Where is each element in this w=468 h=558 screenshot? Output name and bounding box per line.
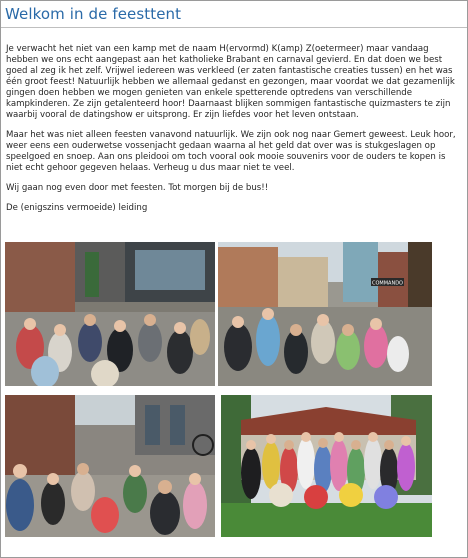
photo-group-town-square[interactable] — [218, 242, 432, 386]
article-body — [6, 44, 458, 223]
title-divider — [1, 27, 467, 28]
page-title: Welkom in de feesttent — [5, 5, 182, 23]
paragraph-gemert: Maar het was niet alleen feesten vanavond natuurlijk. We zijn ook nog naar Gemert geweest. Leuk hoor, weer eens een ouderwetse vossenjacht gedaan waarna al het geld dat over was is stukgeslagen op speelgoed en snoep. Aan ons pleidooi om toch vooral ook mooie souvenirs voor de ouders te kopen is niet echt gehoor gegeven helaas. Verheug u dus maar niet te veel. — [6, 130, 456, 173]
photo-kids-courtyard[interactable] — [5, 395, 215, 537]
photo-costume-group[interactable] — [221, 395, 432, 537]
photo-kids-sitting-street[interactable] — [5, 242, 215, 386]
paragraph-closing: Wij gaan nog even door met feesten. Tot morgen bij de bus!! — [6, 183, 269, 193]
paragraph-intro: Je verwacht het niet van een kamp met de naam H(ervormd) K(amp) Z(oetermeer) maar vandaag hebben we ons echt aangepast aan het katholieke Brabant en carnaval gevierd. En dat doen we best goed al zeg ik het zelf. Vrijwel iedereen was verkleed (er zaten fantastische creaties tussen) en het was één groot feest! Natuurlijk hebben we allemaal gedanst en gezongen, maar voordat we dat gezamenlijk gingen doen hebben we mogen genieten van enkele spetterende optredens van verschillende kampkinderen. Ze zijn getalenteerd hoor! Daarnaast blijken sommigen fantastische quizmasters te zijn waarbij vooral de datingshow er uitsprong. Er zijn liefdes voor het leven ontstaan. — [6, 44, 455, 120]
paragraph-signature: De (enigszins vermoeide) leiding — [6, 203, 148, 213]
commando-sign: COMMANDO — [371, 280, 404, 287]
